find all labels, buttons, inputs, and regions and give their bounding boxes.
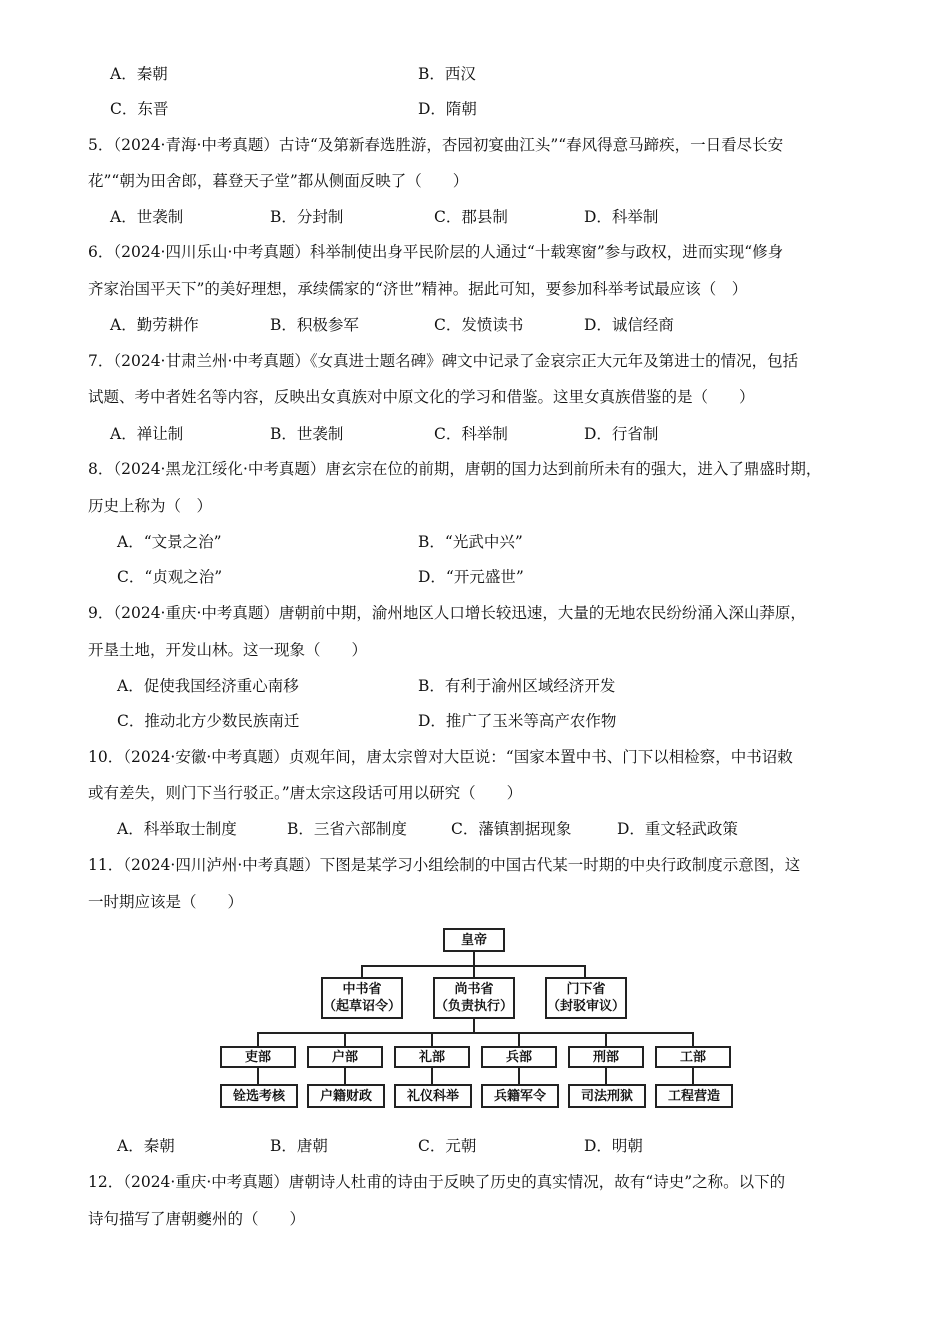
connector <box>344 1032 346 1046</box>
q5-option-d: D．科举制 <box>584 208 659 226</box>
duty-label: 礼仪科举 <box>406 1088 459 1104</box>
connector <box>605 1032 607 1046</box>
diagram-duty-box <box>220 1084 298 1108</box>
q4-option-c: C．东晋 <box>110 100 169 118</box>
connector <box>257 1032 259 1046</box>
q8-option-a: A．“文景之治” <box>117 533 222 551</box>
province-name: 中书省 <box>342 982 382 997</box>
q10-option-c: C．藩镇割据现象 <box>451 820 572 838</box>
connector <box>584 965 586 977</box>
q4-option-a: A．秦朝 <box>110 65 168 83</box>
ministry-name: 吏部 <box>244 1049 271 1065</box>
ministry-name: 户部 <box>331 1049 358 1065</box>
q5-stem-line2: 花”“朝为田舍郎，暮登天子堂”都从侧面反映了（ ） <box>88 172 469 190</box>
ministry-name: 礼部 <box>418 1049 445 1065</box>
province-name: 尚书省 <box>454 982 494 997</box>
duty-label: 工程营造 <box>667 1088 720 1104</box>
q9-option-b: B．有利于渝州区域经济开发 <box>418 677 616 695</box>
ministry-name: 工部 <box>679 1049 706 1065</box>
q10-option-d: D．重文轻武政策 <box>617 820 738 838</box>
connector <box>257 1032 693 1034</box>
q9-option-c: C．推动北方少数民族南迁 <box>117 712 300 730</box>
q4-option-d: D．隋朝 <box>418 100 477 118</box>
q7-option-a: A．禅让制 <box>110 425 184 443</box>
q9-option-d: D．推广了玉米等高产农作物 <box>418 712 617 730</box>
connector <box>605 1068 607 1084</box>
diagram-ministry-hu <box>307 1046 383 1068</box>
province-role: （起草诏令） <box>323 999 402 1014</box>
duty-label: 司法刑狱 <box>580 1088 633 1104</box>
q7-option-c: C．科举制 <box>434 425 508 443</box>
q7-stem-line1: 7．（2024·甘肃兰州·中考真题）《女真进士题名碑》碑文中记录了金哀宗正大元年及第进士的情况，包括 <box>88 352 799 370</box>
q6-option-a: A．勤劳耕作 <box>110 316 199 334</box>
connector <box>361 965 363 977</box>
q7-option-d: D．行省制 <box>584 425 659 443</box>
connector <box>473 1019 475 1033</box>
province-name: 门下省 <box>566 982 606 997</box>
q10-option-a: A．科举取士制度 <box>117 820 237 838</box>
duty-label: 户籍财政 <box>319 1088 372 1104</box>
q8-option-b: B．“光武中兴” <box>418 533 523 551</box>
q8-stem-line2: 历史上称为（ ） <box>88 497 213 515</box>
diagram-ministry-li-personnel <box>220 1046 296 1068</box>
diagram-ministry-gong <box>655 1046 731 1068</box>
province-role: （负责执行） <box>435 999 514 1014</box>
diagram-ministry-bing <box>481 1046 557 1068</box>
connector <box>344 1068 346 1084</box>
connector <box>692 1068 694 1084</box>
q11-option-c: C．元朝 <box>418 1137 477 1155</box>
q11-stem-line2: 一时期应该是（ ） <box>88 893 244 911</box>
diagram-province-menxia <box>545 977 627 1019</box>
diagram-emperor-box <box>443 928 505 952</box>
q8-option-c: C．“贞观之治” <box>117 568 223 586</box>
q8-option-d: D．“开元盛世” <box>418 568 524 586</box>
diagram-province-zhongshu <box>321 977 403 1019</box>
q7-option-b: B．世袭制 <box>270 425 344 443</box>
diagram-duty-box <box>481 1084 559 1108</box>
q12-stem-line2: 诗句描写了唐朝夔州的（ ） <box>88 1210 306 1228</box>
q5-stem-line1: 5．（2024·青海·中考真题）古诗“及第新春选胜游，杏园初宴曲江头”“春风得意马蹄疾，一日看尽长安 <box>88 136 784 154</box>
central-administration-diagram <box>217 924 737 1114</box>
connector <box>473 965 475 977</box>
connector <box>431 1068 433 1084</box>
connector <box>518 1032 520 1046</box>
q6-option-b: B．积极参军 <box>270 316 359 334</box>
q12-stem-line1: 12．（2024·重庆·中考真题）唐朝诗人杜甫的诗由于反映了历史的真实情况，故有“诗史”之称。以下的 <box>88 1173 786 1191</box>
connector <box>518 1068 520 1084</box>
diagram-duty-box <box>655 1084 733 1108</box>
duty-label: 兵籍军令 <box>493 1088 546 1104</box>
diagram-ministry-li-rites <box>394 1046 470 1068</box>
diagram-province-shangshu <box>433 977 515 1019</box>
q11-option-d: D．明朝 <box>584 1137 643 1155</box>
ministry-name: 兵部 <box>505 1049 532 1065</box>
q9-stem-line2: 开垦土地，开发山林。这一现象（ ） <box>88 641 368 659</box>
q6-stem-line2: 齐家治国平天下”的美好理想，承续儒家的“济世”精神。据此可知，要参加科举考试最应该（ ） <box>88 280 748 298</box>
q7-stem-line2: 试题、考中者姓名等内容，反映出女真族对中原文化的学习和借鉴。这里女真族借鉴的是（ ） <box>88 388 755 406</box>
ministry-name: 刑部 <box>592 1049 619 1065</box>
q11-stem-line1: 11．（2024·四川泸州·中考真题）下图是某学习小组绘制的中国古代某一时期的中央行政制度示意图，这 <box>88 856 801 874</box>
q5-option-b: B．分封制 <box>270 208 344 226</box>
diagram-duty-box <box>307 1084 385 1108</box>
q4-option-b: B．西汉 <box>418 65 476 83</box>
connector <box>692 1032 694 1046</box>
q6-option-c: C．发愤读书 <box>434 316 524 334</box>
q5-option-a: A．世袭制 <box>110 208 184 226</box>
diagram-ministry-xing <box>568 1046 644 1068</box>
connector <box>473 952 475 966</box>
q9-stem-line1: 9．（2024·重庆·中考真题）唐朝前中期，渝州地区人口增长较迅速，大量的无地农民纷纷涌入深山莽原， <box>88 604 806 622</box>
diagram-emperor-label: 皇帝 <box>460 932 487 948</box>
province-role: （封驳审议） <box>547 999 626 1014</box>
q10-stem-line2: 或有差失，则门下当行驳正。”唐太宗这段话可用以研究（ ） <box>88 784 523 802</box>
q9-option-a: A．促使我国经济重心南移 <box>117 677 299 695</box>
diagram-duty-box <box>568 1084 646 1108</box>
q6-option-d: D．诚信经商 <box>584 316 674 334</box>
q11-option-b: B．唐朝 <box>270 1137 328 1155</box>
q6-stem-line1: 6．（2024·四川乐山·中考真题）科举制使出身平民阶层的人通过“十载寒窗”参与政权，进而实现“修身 <box>88 243 784 261</box>
diagram-duty-box <box>394 1084 472 1108</box>
connector <box>257 1068 259 1084</box>
duty-label: 铨选考核 <box>232 1088 285 1104</box>
q11-option-a: A．秦朝 <box>117 1137 175 1155</box>
q5-option-c: C．郡县制 <box>434 208 508 226</box>
connector <box>431 1032 433 1046</box>
q8-stem-line1: 8．（2024·黑龙江绥化·中考真题）唐玄宗在位的前期，唐朝的国力达到前所未有的强大，进入了鼎盛时期， <box>88 460 822 478</box>
q10-stem-line1: 10．（2024·安徽·中考真题）贞观年间，唐太宗曾对大臣说：“国家本置中书、门下以相检察，中书诏敕 <box>88 748 793 766</box>
q10-option-b: B．三省六部制度 <box>287 820 407 838</box>
